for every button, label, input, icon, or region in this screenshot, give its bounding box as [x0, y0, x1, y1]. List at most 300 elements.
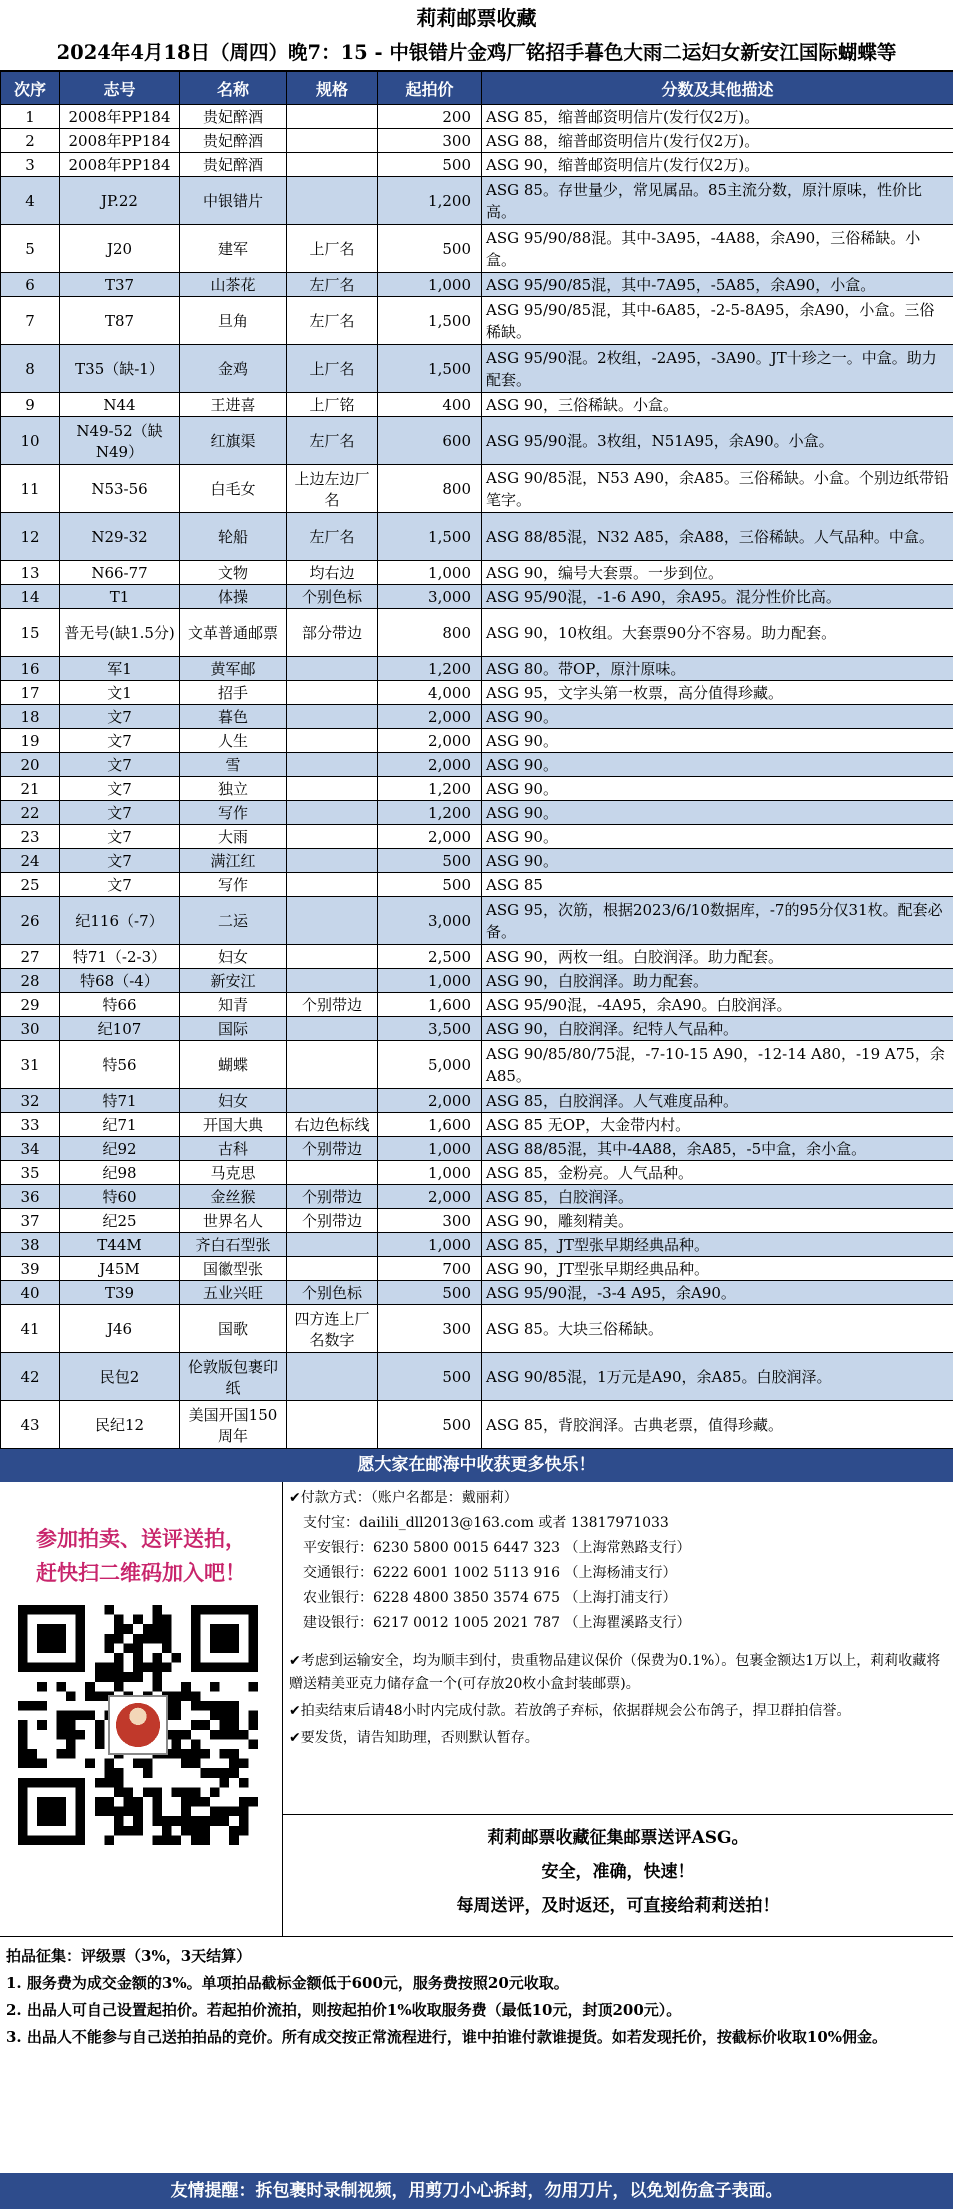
- lot-number: 14: [1, 585, 60, 609]
- lot-price: 2,000: [378, 729, 482, 753]
- lot-code: 文7: [60, 705, 180, 729]
- payment-pingan: 平安银行：6230 5800 0015 6447 323 （上海常熟路支行）: [303, 1540, 691, 1556]
- lot-price: 500: [378, 1353, 482, 1401]
- lot-spec: 个别带边: [287, 1137, 378, 1161]
- lot-spec: [287, 1401, 378, 1449]
- lot-price: 4,000: [378, 681, 482, 705]
- lot-price: 500: [378, 225, 482, 273]
- lot-description: ASG 90，白胶润泽。助力配套。: [482, 969, 953, 993]
- lot-spec: 均右边: [287, 561, 378, 585]
- lot-spec: [287, 1353, 378, 1401]
- lot-number: 5: [1, 225, 60, 273]
- table-row: [1, 561, 953, 585]
- payment-deadline-note: ✔拍卖结束后请48小时内完成付款。若放鸽子弃标，依据群规会公布鸽子，捍卫群拍信誉。: [289, 1703, 851, 1719]
- lot-name: 山茶花: [180, 273, 287, 297]
- lot-description: ASG 90，10枚组。大套票90分不容易。助力配套。: [482, 609, 953, 657]
- info-section: [0, 1482, 953, 1937]
- lot-code: 纪92: [60, 1137, 180, 1161]
- lot-name: 国际: [180, 1017, 287, 1041]
- lot-price: 300: [378, 129, 482, 153]
- table-row: [1, 393, 953, 417]
- lot-code: 特71: [60, 1089, 180, 1113]
- appraisal-line-3: 每周送评，及时返还，可直接给莉莉送拍！: [456, 1896, 780, 1916]
- lot-code: J45M: [60, 1257, 180, 1281]
- lot-name: 妇女: [180, 945, 287, 969]
- payment-ccb: 建设银行：6217 0012 1005 2021 787 （上海瞿溪路支行）: [303, 1615, 691, 1631]
- lot-spec: 上厂名: [287, 345, 378, 393]
- rules-heading: 拍品征集：评级票（3%，3天结算）: [6, 1947, 252, 1965]
- appraisal-line-2: 安全，准确，快速！: [541, 1862, 695, 1882]
- table-row: [1, 1089, 953, 1113]
- lot-name: 雪: [180, 753, 287, 777]
- lot-spec: [287, 897, 378, 945]
- lot-price: 1,200: [378, 777, 482, 801]
- lot-name: 国歌: [180, 1305, 287, 1353]
- lot-number: 40: [1, 1281, 60, 1305]
- lot-price: 1,600: [378, 1113, 482, 1137]
- lot-description: ASG 95/90混，-3-4 A95，余A90。: [482, 1281, 953, 1305]
- lot-number: 24: [1, 849, 60, 873]
- table-row: [1, 513, 953, 561]
- lot-code: 纪25: [60, 1209, 180, 1233]
- lot-description: ASG 95/90混。2枚组，-2A95，-3A90。JT十珍之一。中盒。助力配套。: [482, 345, 953, 393]
- lot-description: ASG 90。: [482, 705, 953, 729]
- rules-block: [0, 1937, 953, 2051]
- lot-code: T44M: [60, 1233, 180, 1257]
- lot-spec: [287, 1257, 378, 1281]
- lot-price: 1,200: [378, 657, 482, 681]
- lot-description: ASG 90。: [482, 753, 953, 777]
- lot-name: 写作: [180, 801, 287, 825]
- lot-name: 马克思: [180, 1161, 287, 1185]
- lot-number: 42: [1, 1353, 60, 1401]
- lot-price: 3,000: [378, 897, 482, 945]
- table-row: [1, 129, 953, 153]
- wish-banner: 愿大家在邮海中收获更多快乐！: [0, 1449, 953, 1482]
- lot-number: 43: [1, 1401, 60, 1449]
- lot-spec: [287, 849, 378, 873]
- lot-name: 齐白石型张: [180, 1233, 287, 1257]
- lot-description: ASG 90，三俗稀缺。小盒。: [482, 393, 953, 417]
- lot-name: 新安江: [180, 969, 287, 993]
- lot-name: 王进喜: [180, 393, 287, 417]
- lot-price: 500: [378, 1281, 482, 1305]
- lot-number: 12: [1, 513, 60, 561]
- payment-alipay: 支付宝：dailili_dll2013@163.com 或者 13817971033: [303, 1515, 669, 1531]
- table-row: [1, 105, 953, 129]
- lot-spec: [287, 153, 378, 177]
- lot-number: 10: [1, 417, 60, 465]
- lot-number: 18: [1, 705, 60, 729]
- lot-code: 特68（-4）: [60, 969, 180, 993]
- lot-number: 29: [1, 993, 60, 1017]
- col-header-code: 志号: [60, 72, 180, 105]
- lot-code: 特60: [60, 1185, 180, 1209]
- lot-description: ASG 95/90混，-4A95，余A90。白胶润泽。: [482, 993, 953, 1017]
- table-row: [1, 897, 953, 945]
- table-row: [1, 1017, 953, 1041]
- lot-code: 2008年PP184: [60, 129, 180, 153]
- lot-number: 4: [1, 177, 60, 225]
- lot-name: 金丝猴: [180, 1185, 287, 1209]
- lot-number: 28: [1, 969, 60, 993]
- lot-number: 38: [1, 1233, 60, 1257]
- lot-code: 普无号(缺1.5分): [60, 609, 180, 657]
- lot-number: 35: [1, 1161, 60, 1185]
- lot-spec: [287, 753, 378, 777]
- lot-table: [0, 71, 953, 1449]
- table-row: [1, 1137, 953, 1161]
- lot-description: ASG 95/90/88混。其中-3A95，-4A88，余A90，三俗稀缺。小盒。: [482, 225, 953, 273]
- lot-code: T87: [60, 297, 180, 345]
- lot-code: 文7: [60, 849, 180, 873]
- lot-code: 纪71: [60, 1113, 180, 1137]
- lot-price: 1,500: [378, 513, 482, 561]
- lot-spec: 部分带边: [287, 609, 378, 657]
- lot-spec: 右边色标线: [287, 1113, 378, 1137]
- auction-title: 2024年4月18日（周四）晚7：15 - 中银错片金鸡厂铭招手暮色大雨二运妇女新安江国际蝴蝶等: [0, 36, 953, 71]
- lot-description: ASG 90/85混，1万元是A90，余A85。白胶润泽。: [482, 1353, 953, 1401]
- lot-description: ASG 95，文字头第一枚票，高分值得珍藏。: [482, 681, 953, 705]
- lot-price: 1,000: [378, 969, 482, 993]
- lot-number: 6: [1, 273, 60, 297]
- lot-description: ASG 95，次筋，根据2023/6/10数据库，-7的95分仅31枚。配套必备。: [482, 897, 953, 945]
- lot-number: 19: [1, 729, 60, 753]
- lot-price: 400: [378, 393, 482, 417]
- shipping-request-note: ✔要发货，请告知助理，否则默认暂存。: [289, 1730, 539, 1746]
- table-row: [1, 777, 953, 801]
- lot-spec: 左厂名: [287, 273, 378, 297]
- lot-name: 招手: [180, 681, 287, 705]
- table-row: [1, 417, 953, 465]
- lot-price: 1,200: [378, 177, 482, 225]
- lot-description: ASG 90，白胶润泽。纪特人气品种。: [482, 1017, 953, 1041]
- lot-price: 300: [378, 1305, 482, 1353]
- lot-name: 五业兴旺: [180, 1281, 287, 1305]
- lot-name: 文革普通邮票: [180, 609, 287, 657]
- lot-spec: [287, 945, 378, 969]
- lot-number: 11: [1, 465, 60, 513]
- lot-spec: [287, 1041, 378, 1089]
- lot-code: 文1: [60, 681, 180, 705]
- lot-number: 37: [1, 1209, 60, 1233]
- table-row: [1, 1353, 953, 1401]
- table-row: [1, 1041, 953, 1089]
- lot-code: 2008年PP184: [60, 153, 180, 177]
- lot-description: ASG 90，JT型张早期经典品种。: [482, 1257, 953, 1281]
- lot-code: N44: [60, 393, 180, 417]
- table-row: [1, 945, 953, 969]
- lot-code: J46: [60, 1305, 180, 1353]
- table-row: [1, 297, 953, 345]
- lot-description: ASG 90。: [482, 801, 953, 825]
- lot-code: N49-52（缺N49）: [60, 417, 180, 465]
- lot-spec: 左厂名: [287, 297, 378, 345]
- lot-name: 伦敦版包裹印纸: [180, 1353, 287, 1401]
- table-row: [1, 993, 953, 1017]
- table-row: [1, 1257, 953, 1281]
- lot-code: 2008年PP184: [60, 105, 180, 129]
- lot-price: 1,000: [378, 561, 482, 585]
- lot-name: 黄军邮: [180, 657, 287, 681]
- lot-code: 文7: [60, 753, 180, 777]
- lot-price: 500: [378, 849, 482, 873]
- lot-number: 39: [1, 1257, 60, 1281]
- table-row: [1, 153, 953, 177]
- lot-name: 满江红: [180, 849, 287, 873]
- lot-number: 33: [1, 1113, 60, 1137]
- lot-price: 1,000: [378, 1137, 482, 1161]
- lot-price: 3,500: [378, 1017, 482, 1041]
- table-row: [1, 801, 953, 825]
- lot-price: 1,500: [378, 345, 482, 393]
- lot-spec: [287, 129, 378, 153]
- table-row: [1, 753, 953, 777]
- lot-price: 1,000: [378, 273, 482, 297]
- lot-code: 文7: [60, 801, 180, 825]
- lot-price: 2,500: [378, 945, 482, 969]
- table-row: [1, 729, 953, 753]
- lot-name: 文物: [180, 561, 287, 585]
- lot-code: 文7: [60, 777, 180, 801]
- lot-number: 17: [1, 681, 60, 705]
- lot-code: N53-56: [60, 465, 180, 513]
- lot-code: 文7: [60, 873, 180, 897]
- lot-number: 32: [1, 1089, 60, 1113]
- lot-number: 16: [1, 657, 60, 681]
- table-row: [1, 1185, 953, 1209]
- lot-number: 3: [1, 153, 60, 177]
- lot-name: 知青: [180, 993, 287, 1017]
- lot-spec: 左厂名: [287, 417, 378, 465]
- lot-name: 古科: [180, 1137, 287, 1161]
- lot-price: 2,000: [378, 705, 482, 729]
- table-row: [1, 681, 953, 705]
- lot-price: 2,000: [378, 1185, 482, 1209]
- lot-code: N66-77: [60, 561, 180, 585]
- lot-spec: [287, 729, 378, 753]
- lot-number: 25: [1, 873, 60, 897]
- lot-spec: [287, 801, 378, 825]
- table-row: [1, 1233, 953, 1257]
- lot-name: 妇女: [180, 1089, 287, 1113]
- lot-description: ASG 90，缩普邮资明信片(发行仅2万)。: [482, 153, 953, 177]
- lot-number: 22: [1, 801, 60, 825]
- lot-price: 3,000: [378, 585, 482, 609]
- lot-spec: [287, 681, 378, 705]
- lot-price: 1,600: [378, 993, 482, 1017]
- lot-spec: [287, 1233, 378, 1257]
- lot-name: 独立: [180, 777, 287, 801]
- payment-abc: 农业银行：6228 4800 3850 3574 675 （上海打浦支行）: [303, 1590, 677, 1606]
- lot-number: 34: [1, 1137, 60, 1161]
- promo-line-2: 赶快扫二维码加入吧！: [36, 1560, 246, 1585]
- lot-description: ASG 88，缩普邮资明信片(发行仅2万)。: [482, 129, 953, 153]
- table-row: [1, 1281, 953, 1305]
- lot-code: 文7: [60, 729, 180, 753]
- lot-name: 轮船: [180, 513, 287, 561]
- table-row: [1, 345, 953, 393]
- lot-code: T35（缺-1）: [60, 345, 180, 393]
- lot-number: 1: [1, 105, 60, 129]
- promo-text: [0, 1522, 282, 1590]
- check-icon: ✔: [289, 1653, 301, 1669]
- appraisal-line-1: 莉莉邮票收藏征集邮票送评ASG。: [487, 1828, 749, 1848]
- lot-description: ASG 85，白胶润泽。人气难度品种。: [482, 1089, 953, 1113]
- lot-code: T37: [60, 273, 180, 297]
- lot-name: 人生: [180, 729, 287, 753]
- check-icon: ✔: [289, 1490, 301, 1506]
- lot-description: ASG 90/85混，N53 A90，余A85。三俗稀缺。小盒。个别边纸带铅笔字。: [482, 465, 953, 513]
- lot-name: 建军: [180, 225, 287, 273]
- check-icon: ✔: [289, 1730, 301, 1746]
- lot-name: 二运: [180, 897, 287, 945]
- table-row: [1, 849, 953, 873]
- table-header-row: [1, 72, 953, 105]
- lot-description: ASG 90，编号大套票。一步到位。: [482, 561, 953, 585]
- table-row: [1, 969, 953, 993]
- lot-description: ASG 95/90混。3枚组，N51A95，余A90。小盒。: [482, 417, 953, 465]
- lot-name: 大雨: [180, 825, 287, 849]
- payment-block: [283, 1482, 953, 1815]
- lot-code: T39: [60, 1281, 180, 1305]
- lot-price: 500: [378, 153, 482, 177]
- lot-description: ASG 90，两枚一组。白胶润泽。助力配套。: [482, 945, 953, 969]
- lot-code: T1: [60, 585, 180, 609]
- lot-spec: [287, 177, 378, 225]
- lot-code: J20: [60, 225, 180, 273]
- lot-code: 纪107: [60, 1017, 180, 1041]
- lot-description: ASG 85: [482, 873, 953, 897]
- lot-name: 贵妃醉酒: [180, 153, 287, 177]
- lot-number: 21: [1, 777, 60, 801]
- lot-name: 贵妃醉酒: [180, 129, 287, 153]
- lot-number: 13: [1, 561, 60, 585]
- lot-number: 41: [1, 1305, 60, 1353]
- lot-price: 1,200: [378, 801, 482, 825]
- lot-name: 世界名人: [180, 1209, 287, 1233]
- lot-spec: 个别带边: [287, 1209, 378, 1233]
- table-row: [1, 225, 953, 273]
- rule-item: 3. 出品人不能参与自己送拍拍品的竞价。所有成交按正常流程进行，谁中拍谁付款谁提货。如若发现托价，按截标价收取10%佣金。: [6, 2028, 888, 2046]
- rule-item: 1. 服务费为成交金额的3%。单项拍品截标金额低于600元，服务费按照20元收取。: [6, 1974, 569, 1992]
- lot-price: 1,000: [378, 1161, 482, 1185]
- lot-description: ASG 90。: [482, 729, 953, 753]
- lot-name: 暮色: [180, 705, 287, 729]
- lot-number: 30: [1, 1017, 60, 1041]
- lot-number: 9: [1, 393, 60, 417]
- col-header-spec: 规格: [287, 72, 378, 105]
- lot-description: ASG 95/90混，-1-6 A90，余A95。混分性价比高。: [482, 585, 953, 609]
- lot-spec: [287, 657, 378, 681]
- table-row: [1, 1161, 953, 1185]
- shipping-note: ✔考虑到运输安全，均为顺丰到付，贵重物品建议保价（保费为0.1%）。包裹金额达1万以上，莉莉收藏将赠送精美亚克力储存盒一个(可存放20枚小盒封装邮票)。: [289, 1653, 941, 1692]
- lot-spec: [287, 705, 378, 729]
- check-icon: ✔: [289, 1703, 301, 1719]
- qr-code-icon[interactable]: [18, 1605, 258, 1845]
- lot-price: 300: [378, 1209, 482, 1233]
- lot-price: 2,000: [378, 753, 482, 777]
- lot-description: ASG 95/90/85混，其中-6A85，-2-5-8A95，余A90，小盒。三俗稀缺。: [482, 297, 953, 345]
- lot-code: N29-32: [60, 513, 180, 561]
- lot-price: 2,000: [378, 825, 482, 849]
- lot-number: 2: [1, 129, 60, 153]
- lot-spec: [287, 1017, 378, 1041]
- lot-name: 旦角: [180, 297, 287, 345]
- lot-number: 36: [1, 1185, 60, 1209]
- lot-number: 7: [1, 297, 60, 345]
- col-header-price: 起拍价: [378, 72, 482, 105]
- lot-price: 1,500: [378, 297, 482, 345]
- lot-number: 26: [1, 897, 60, 945]
- lot-name: 金鸡: [180, 345, 287, 393]
- lot-name: 红旗渠: [180, 417, 287, 465]
- lot-code: 特56: [60, 1041, 180, 1089]
- lot-description: ASG 85，缩普邮资明信片(发行仅2万)。: [482, 105, 953, 129]
- table-row: [1, 705, 953, 729]
- lot-spec: [287, 825, 378, 849]
- lot-price: 200: [378, 105, 482, 129]
- table-row: [1, 585, 953, 609]
- lot-description: ASG 90。: [482, 849, 953, 873]
- lot-spec: [287, 873, 378, 897]
- lot-name: 白毛女: [180, 465, 287, 513]
- lot-spec: 个别色标: [287, 1281, 378, 1305]
- lot-description: ASG 85，JT型张早期经典品种。: [482, 1233, 953, 1257]
- lot-spec: [287, 777, 378, 801]
- table-row: [1, 825, 953, 849]
- promo-panel: [0, 1482, 283, 1936]
- lot-price: 2,000: [378, 1089, 482, 1113]
- lot-description: ASG 90，雕刻精美。: [482, 1209, 953, 1233]
- shop-name: 莉莉邮票收藏: [416, 6, 537, 30]
- lot-spec: 个别色标: [287, 585, 378, 609]
- table-row: [1, 657, 953, 681]
- lot-name: 贵妃醉酒: [180, 105, 287, 129]
- lot-price: 800: [378, 609, 482, 657]
- lot-name: 写作: [180, 873, 287, 897]
- footer-reminder: 友情提醒：拆包裹时录制视频，用剪刀小心拆封，勿用刀片，以免划伤盒子表面。: [0, 2173, 953, 2209]
- payment-bocom: 交通银行：6222 6001 1002 5113 916 （上海杨浦支行）: [303, 1565, 677, 1581]
- lot-description: ASG 88/85混，其中-4A88，余A85，-5中盒，余小盒。: [482, 1137, 953, 1161]
- lot-code: 特66: [60, 993, 180, 1017]
- lot-description: ASG 80。带OP，原汁原味。: [482, 657, 953, 681]
- lot-description: ASG 85。存世量少，常见属品。85主流分数，原汁原味，性价比高。: [482, 177, 953, 225]
- lot-description: ASG 85。大块三俗稀缺。: [482, 1305, 953, 1353]
- lot-price: 800: [378, 465, 482, 513]
- table-row: [1, 1209, 953, 1233]
- lot-description: ASG 88/85混，N32 A85，余A88，三俗稀缺。人气品种。中盒。: [482, 513, 953, 561]
- lot-number: 27: [1, 945, 60, 969]
- payment-heading: ✔付款方式：（账户名都是：戴丽莉）: [289, 1490, 518, 1506]
- lot-number: 23: [1, 825, 60, 849]
- table-row: [1, 1113, 953, 1137]
- lot-name: 蝴蝶: [180, 1041, 287, 1089]
- appraisal-block: [283, 1815, 953, 1936]
- lot-spec: 个别带边: [287, 1185, 378, 1209]
- lot-description: ASG 85 无OP，大金带内村。: [482, 1113, 953, 1137]
- lot-code: 民包2: [60, 1353, 180, 1401]
- lot-description: ASG 85，背胶润泽。古典老票，值得珍藏。: [482, 1401, 953, 1449]
- lot-description: ASG 90/85/80/75混，-7-10-15 A90，-12-14 A80，-19 A75，余A85。: [482, 1041, 953, 1089]
- lot-spec: 个别带边: [287, 993, 378, 1017]
- lot-description: ASG 95/90/85混，其中-7A95，-5A85，余A90，小盒。: [482, 273, 953, 297]
- rule-item: 2. 出品人可自己设置起拍价。若起拍价流拍，则按起拍价1%收取服务费（最低10元，封顶200元）。: [6, 2001, 682, 2019]
- table-row: [1, 465, 953, 513]
- lot-code: 特71（-2-3）: [60, 945, 180, 969]
- lot-code: 民纪12: [60, 1401, 180, 1449]
- lot-number: 31: [1, 1041, 60, 1089]
